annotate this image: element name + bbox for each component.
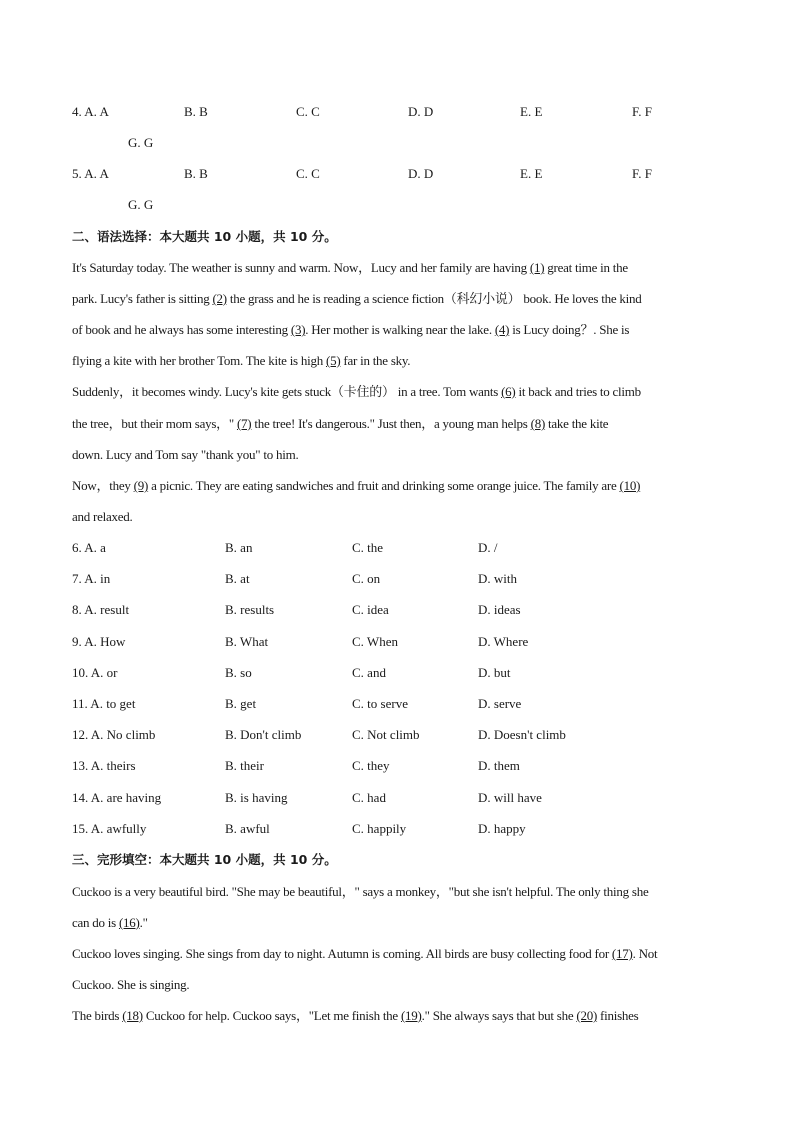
blank-4: (4): [494, 322, 510, 337]
passage-text: a picnic. They are eating sandwiches and fruit and drinking some orange juice. The family are: [148, 478, 620, 493]
question-5-option-b: B. B: [184, 166, 208, 181]
question-option-c: C. the: [352, 540, 384, 555]
question-option-a: 15. A. awfully: [72, 820, 147, 836]
passage-text: .": [139, 915, 148, 930]
question-5-option-e: E. E: [520, 166, 543, 181]
section-2-heading: 二、语法选择：本大题共 10 小题，共 10 分。: [72, 229, 337, 244]
passage-line: [72, 914, 722, 932]
passage-text: of book and he always has some interesting: [72, 322, 291, 337]
question-option-b: B. so: [225, 664, 252, 680]
question-option-a: 14. A. are having: [72, 789, 162, 805]
passage-line: [72, 415, 722, 433]
blank-17: (17): [611, 946, 633, 961]
question-option-d: D. with: [478, 571, 517, 587]
question-option-a: 12. A. No climb: [72, 727, 156, 743]
blank-10: (10): [619, 478, 641, 493]
question-option-a: 6. A. a: [72, 540, 106, 555]
passage-line: [72, 352, 722, 370]
blank-20: (20): [576, 1008, 598, 1023]
blank-2: (2): [212, 291, 227, 306]
passage-text: the tree! It's dangerous." Just then，a young man helps: [251, 416, 531, 431]
question-option-c: C. on: [352, 571, 381, 587]
passage-text: park. Lucy's father is sitting: [72, 291, 213, 306]
question-option-d: D. /: [478, 540, 498, 555]
blank-3: (3): [290, 322, 306, 337]
question-5-option-a: 5. A. A: [72, 166, 109, 181]
question-option-c: C. happily: [352, 820, 407, 836]
passage-text: and relaxed.: [72, 509, 133, 524]
question-option-b: B. awful: [225, 820, 270, 836]
passage-text: far in the sky.: [340, 353, 411, 368]
passage-text: can do is: [72, 915, 119, 930]
blank-9: (9): [133, 478, 149, 493]
question-4-option-c: C. C: [296, 104, 320, 119]
question-option-c: C. and: [352, 664, 386, 680]
question-5-option-f: F. F: [632, 166, 652, 181]
question-4-option-b: B. B: [184, 104, 208, 119]
passage-text: . Not: [632, 946, 658, 961]
passage-text: . Her mother is walking near the lake.: [305, 322, 495, 337]
question-option-d: D. happy: [478, 820, 526, 836]
question-option-c: C. Not climb: [352, 727, 420, 743]
passage-text: It's Saturday today. The weather is sunny and warm. Now，Lucy and her family are having: [72, 260, 530, 275]
question-4-option-d: D. D: [408, 104, 434, 119]
question-option-b: B. their: [225, 758, 264, 774]
blank-6: (6): [501, 384, 516, 399]
question-option-a: 11. A. to get: [72, 696, 136, 711]
question-5-option-d: D. D: [408, 166, 434, 181]
passage-text: great time in the: [544, 260, 628, 275]
passage-line: [72, 290, 722, 308]
passage-text: Cuckoo for help. Cuckoo says，"Let me finish the: [142, 1008, 401, 1023]
question-4-option-e: E. E: [520, 104, 543, 119]
passage-text: flying a kite with her brother Tom. The kite is high: [72, 353, 326, 368]
passage-text: ." She always says that but she: [421, 1008, 577, 1023]
question-option-d: D. them: [478, 758, 520, 774]
question-option-d: D. will have: [478, 789, 542, 805]
question-option-b: B. What: [225, 633, 269, 649]
question-option-b: B. get: [225, 696, 257, 711]
question-option-a: 8. A. result: [72, 602, 130, 618]
passage-text: the tree，but their mom says，": [72, 416, 237, 431]
question-5-option-c: C. C: [296, 166, 320, 181]
question-option-b: B. Don't climb: [225, 727, 302, 743]
question-4-option-a: 4. A. A: [72, 104, 109, 119]
passage-line: [72, 976, 722, 994]
question-option-d: D. Where: [478, 633, 529, 649]
question-option-d: D. Doesn't climb: [478, 727, 566, 743]
passage-text: The birds: [72, 1008, 123, 1023]
passage-text: is Lucy doing？. She is: [509, 322, 630, 337]
passage-line: [72, 446, 722, 464]
blank-19: (19): [400, 1008, 422, 1023]
blank-1: (1): [529, 260, 545, 275]
passage-line: [72, 883, 722, 901]
question-option-b: B. at: [225, 571, 250, 587]
question-option-c: C. to serve: [352, 696, 408, 711]
question-option-b: B. results: [225, 602, 275, 618]
question-5-option-g: G. G: [128, 197, 154, 212]
passage-text: Cuckoo loves singing. She sings from day to night. Autumn is coming. All birds are busy collecting food for: [72, 946, 612, 961]
passage-line: [72, 1007, 722, 1025]
question-option-d: D. serve: [478, 696, 522, 711]
blank-5: (5): [325, 353, 341, 368]
passage-text: down. Lucy and Tom say "thank you" to him.: [72, 447, 299, 462]
question-option-c: C. they: [352, 758, 390, 774]
question-option-b: B. an: [225, 540, 253, 555]
passage-line: [72, 508, 722, 526]
question-option-a: 9. A. How: [72, 633, 126, 649]
passage-text: Now，they: [72, 478, 134, 493]
blank-16: (16): [118, 915, 140, 930]
passage-text: it back and tries to climb: [515, 384, 641, 399]
question-option-a: 7. A. in: [72, 571, 111, 587]
passage-line: [72, 321, 722, 339]
question-option-c: C. idea: [352, 602, 389, 618]
question-4-option-g: G. G: [128, 135, 154, 150]
question-option-d: D. ideas: [478, 602, 521, 618]
passage-line: [72, 477, 722, 495]
passage-text: the grass and he is reading a science fiction（科幻小说） book. He loves the kind: [226, 291, 642, 306]
question-option-a: 10. A. or: [72, 664, 118, 680]
passage-line: [72, 945, 722, 963]
question-4-option-f: F. F: [632, 104, 652, 119]
question-option-d: D. but: [478, 664, 511, 680]
blank-18: (18): [122, 1008, 143, 1023]
passage-text: finishes: [597, 1008, 639, 1023]
passage-text: Suddenly，it becomes windy. Lucy's kite gets stuck（卡住的） in a tree. Tom wants: [72, 384, 502, 399]
blank-8: (8): [530, 416, 546, 431]
passage-text: Cuckoo. She is singing.: [72, 977, 190, 992]
passage-line: [72, 259, 722, 277]
passage-text: Cuckoo is a very beautiful bird. "She may be beautiful，" says a monkey，"but she isn't helpful. The only thing she: [72, 884, 649, 899]
question-option-c: C. When: [352, 633, 398, 649]
section-3-heading: 三、完形填空：本大题共 10 小题，共 10 分。: [72, 852, 337, 867]
passage-text: take the kite: [545, 416, 609, 431]
question-option-c: C. had: [352, 789, 386, 805]
question-option-b: B. is having: [225, 789, 288, 805]
question-option-a: 13. A. theirs: [72, 758, 136, 774]
passage-line: [72, 383, 722, 401]
blank-7: (7): [236, 416, 252, 431]
